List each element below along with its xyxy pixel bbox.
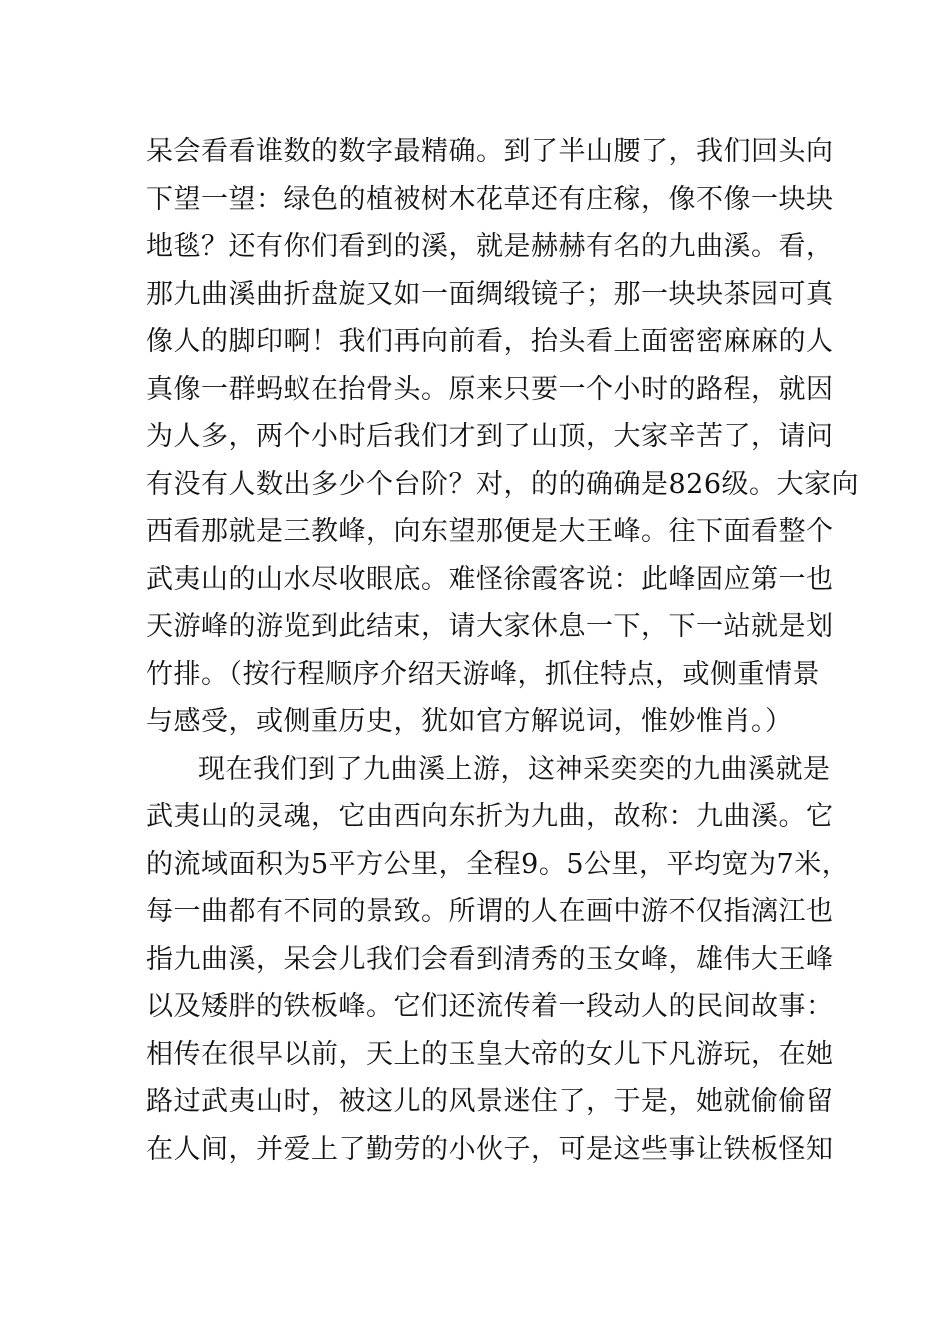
text-line: 每一曲都有不同的景致。所谓的人在画中游不仅指漓江也 bbox=[146, 896, 834, 927]
text-line: 呆会看看谁数的数字最精确。到了半山腰了，我们回头向 bbox=[146, 136, 834, 167]
text-line: 像人的脚印啊！我们再向前看，抬头看上面密密麻麻的人 bbox=[146, 326, 834, 357]
paragraph-start-line: 现在我们到了九曲溪上游，这神采奕奕的九曲溪就是 bbox=[198, 753, 831, 785]
text-line: 相传在很早以前，天上的玉皇大帝的女儿下凡游玩，在她 bbox=[146, 1038, 834, 1070]
text-line: 西看那就是三教峰，向东望那便是大王峰。往下面看整个 bbox=[146, 516, 834, 547]
text-line: 真像一群蚂蚁在抬骨头。原来只要一个小时的路程，就因 bbox=[146, 373, 834, 405]
text-line: 武夷山的灵魂，它由西向东折为九曲，故称：九曲溪。它 bbox=[146, 801, 834, 832]
text-line: 武夷山的山水尽收眼底。难怪徐霞客说：此峰固应第一也 bbox=[146, 563, 834, 595]
text-line: 那九曲溪曲折盘旋又如一面绸缎镜子；那一块块茶园可真 bbox=[146, 278, 834, 310]
body-text bbox=[146, 128, 860, 1173]
text-line: 的流域面积为5平方公里，全程9。5公里，平均宽为7米， bbox=[146, 848, 850, 880]
text-line: 与感受，或侧重历史，犹如官方解说词，惟妙惟肖。） bbox=[146, 706, 793, 737]
text-line: 地毯？还有你们看到的溪，就是赫赫有名的九曲溪。看， bbox=[146, 231, 834, 262]
text-line: 有没有人数出多少个台阶？对，的的确确是826级。大家向 bbox=[146, 468, 860, 500]
text-line: 路过武夷山时，被这儿的风景迷住了，于是，她就偷偷留 bbox=[146, 1086, 834, 1117]
text-line: 指九曲溪，呆会儿我们会看到清秀的玉女峰，雄伟大王峰 bbox=[146, 943, 834, 975]
text-line: 天游峰的游览到此结束，请大家休息一下，下一站就是划 bbox=[146, 611, 834, 642]
text-line: 竹排。（按行程顺序介绍天游峰，抓住特点，或侧重情景 bbox=[146, 658, 820, 690]
text-line: 为人多，两个小时后我们才到了山顶，大家辛苦了，请问 bbox=[146, 421, 834, 452]
text-line: 在人间，并爱上了勤劳的小伙子，可是这些事让铁板怪知 bbox=[146, 1133, 834, 1165]
text-line: 以及矮胖的铁板峰。它们还流传着一段动人的民间故事： bbox=[146, 991, 834, 1022]
text-line: 下望一望：绿色的植被树木花草还有庄稼，像不像一块块 bbox=[146, 183, 834, 215]
